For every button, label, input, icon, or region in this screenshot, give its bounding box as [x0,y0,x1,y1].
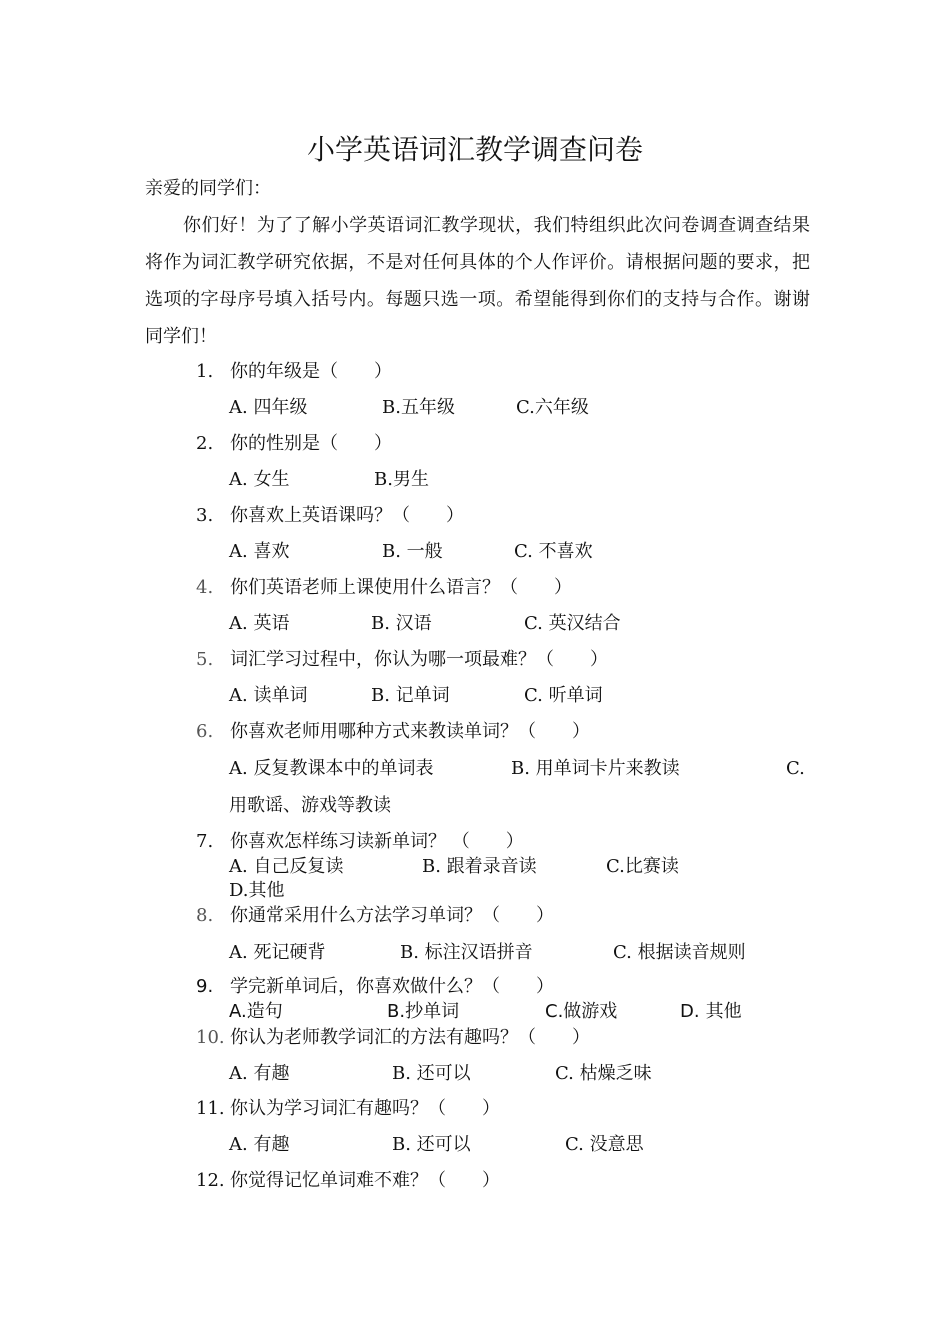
option-b: B.男生 [374,469,429,490]
option-c [545,999,617,1025]
option-d: D.其他 [229,880,285,901]
option-a: A. 女生 [229,469,290,490]
option-b: B. 还可以 [392,1134,471,1155]
question-10 [196,1025,590,1051]
question-9 [196,974,554,1000]
question-text: 你喜欢怎样练习读新单词？ （ ） [230,831,524,852]
question-number: 3. [196,505,214,526]
question-text: 你的性别是（ ） [230,433,392,454]
option-b: B. 还可以 [392,1063,471,1084]
option-letter: B. [387,1001,406,1022]
option-c-continued: 用歌谣、游戏等教读 [229,795,391,816]
option-b: B. 记单词 [371,685,450,706]
option-a: A. 读单词 [229,685,308,706]
option-b: B. 汉语 [371,613,432,634]
option-c: C. 没意思 [565,1134,644,1155]
question-text: 你觉得记忆单词难不难？（ ） [230,1170,500,1191]
question-5 [196,647,608,673]
option-a: A. 自己反复读 [229,856,344,877]
option-c: C. 枯燥乏味 [555,1063,652,1084]
option-b: B. 跟着录音读 [422,856,537,877]
question-number: 2. [196,433,214,454]
question-text: 你的年级是（ ） [230,361,392,382]
question-text: 学完新单词后，你喜欢做什么？（ ） [230,976,554,997]
option-a: A. 有趣 [229,1134,290,1155]
option-c: C. 听单词 [524,685,603,706]
question-2 [196,431,392,457]
question-text: 你认为学习词汇有趣吗？（ ） [230,1098,500,1119]
question-11 [196,1096,500,1122]
greeting: 亲爱的同学们： [145,178,271,199]
option-letter: D. [680,1001,700,1022]
option-d [680,999,742,1025]
option-b: B. 标注汉语拼音 [400,942,533,963]
option-text: 做游戏 [563,1001,618,1022]
option-text: 其他 [705,1001,742,1022]
option-letter: A. [229,1001,247,1022]
question-1 [196,359,392,385]
question-6 [196,719,590,745]
question-text: 你认为老师教学词汇的方法有趣吗？（ ） [230,1027,590,1048]
option-c: C.比赛读 [606,856,679,877]
option-letter: C. [545,1001,564,1022]
question-7 [196,829,524,855]
question-number: 6. [196,721,214,742]
question-number: 1. [196,361,214,382]
option-text: 造句 [246,1001,283,1022]
question-number: 11. [196,1098,225,1119]
option-b: B.五年级 [382,397,455,418]
option-c: C. 英汉结合 [524,613,621,634]
option-a: A. 英语 [229,613,290,634]
option-b: B. 一般 [382,541,443,562]
option-a: A. 死记硬背 [229,942,326,963]
option-a: A. 四年级 [229,397,308,418]
option-b: B. 用单词卡片来教读 [511,758,680,779]
option-c: C. 根据读音规则 [613,942,746,963]
question-text: 词汇学习过程中，你认为哪一项最难？（ ） [230,649,608,670]
option-c: C. 不喜欢 [514,541,593,562]
question-number: 12. [196,1170,225,1191]
question-number: 10. [196,1027,225,1048]
option-a [229,999,283,1025]
question-number: 9. [196,976,214,997]
question-number: 5. [196,649,214,670]
option-a: A. 有趣 [229,1063,290,1084]
question-text: 你通常采用什么方法学习单词？（ ） [230,905,554,926]
question-3 [196,503,464,529]
intro-paragraph: 你们好！为了了解小学英语词汇教学现状，我们特组织此次问卷调查调查结果将作为词汇教学研究依据，不是对任何具体的个人作评价。请根据问题的要求，把选项的字母序号填入括号内。每题只选一项。希望能得到你们的支持与合作。谢谢同学们！ [145,215,810,347]
page-title: 小学英语词汇教学调查问卷 [306,133,643,166]
option-c: C.六年级 [516,397,589,418]
question-12 [196,1168,500,1194]
option-c: C. [786,758,805,779]
question-4 [196,575,572,601]
option-a: A. 反复教课本中的单词表 [229,758,434,779]
question-number: 4. [196,577,214,598]
option-a: A. 喜欢 [229,541,290,562]
question-text: 你喜欢上英语课吗？（ ） [230,505,464,526]
option-text: 抄单词 [405,1001,460,1022]
option-b [387,999,459,1025]
question-number: 8. [196,905,214,926]
question-text: 你们英语老师上课使用什么语言？（ ） [230,577,572,598]
question-8 [196,903,554,929]
question-text: 你喜欢老师用哪种方式来教读单词？（ ） [230,721,590,742]
question-number: 7. [196,831,214,852]
